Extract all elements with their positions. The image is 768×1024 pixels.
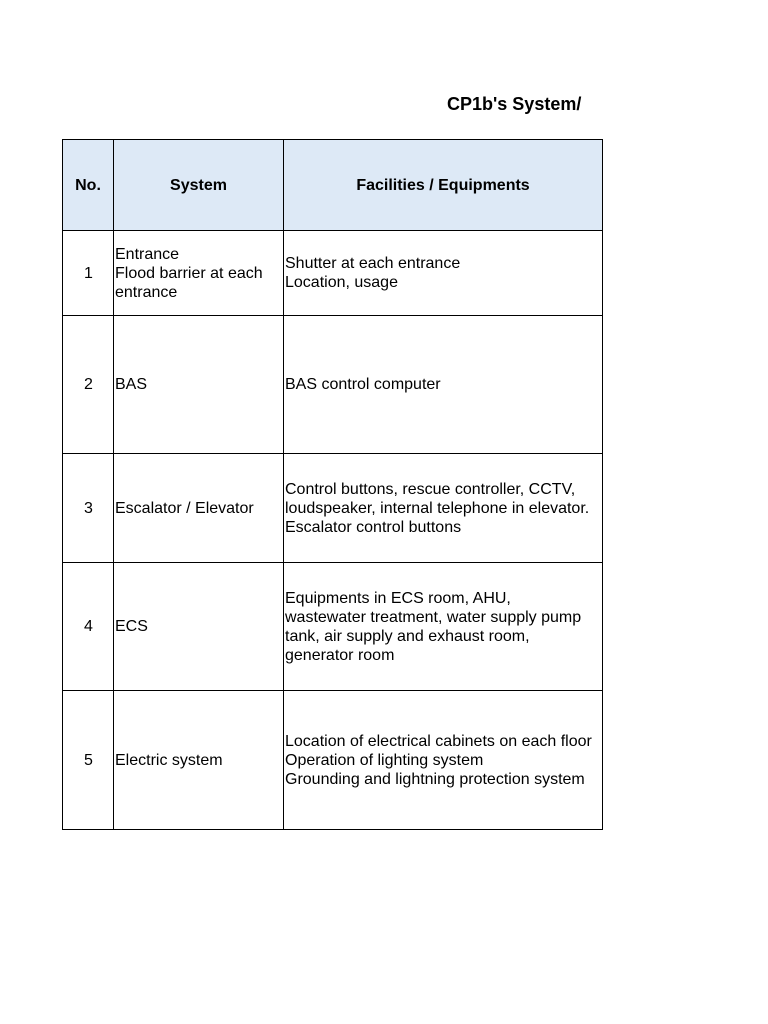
title-clip xyxy=(380,92,605,118)
row-system: Entrance Flood barrier at each entrance xyxy=(114,231,284,316)
row-system: Escalator / Elevator xyxy=(114,454,284,563)
row-system: BAS xyxy=(114,316,284,454)
header-facilities: Facilities / Equipments xyxy=(284,140,603,231)
systems-table xyxy=(62,139,603,830)
row-number: 3 xyxy=(63,454,114,563)
row-number: 2 xyxy=(63,316,114,454)
table-header-row xyxy=(63,140,603,231)
table-row xyxy=(63,454,603,563)
row-system: Electric system xyxy=(114,691,284,830)
header-system: System xyxy=(114,140,284,231)
table-row xyxy=(63,231,603,316)
header-no: No. xyxy=(63,140,114,231)
row-facilities: Location of electrical cabinets on each floor Operation of lighting system Grounding and lightning protection system xyxy=(284,691,603,830)
row-number: 4 xyxy=(63,563,114,691)
row-number: 5 xyxy=(63,691,114,830)
page-title: CP1b's System/ xyxy=(447,94,582,114)
row-facilities: Control buttons, rescue controller, CCTV, loudspeaker, internal telephone in elevator. Escalator control buttons xyxy=(284,454,603,563)
row-facilities: Equipments in ECS room, AHU, wastewater treatment, water supply pump tank, air supply and exhaust room, generator room xyxy=(284,563,603,691)
row-facilities: BAS control computer xyxy=(284,316,603,454)
table-row xyxy=(63,563,603,691)
table-row xyxy=(63,316,603,454)
row-number: 1 xyxy=(63,231,114,316)
row-system: ECS xyxy=(114,563,284,691)
table-row xyxy=(63,691,603,830)
row-facilities: Shutter at each entrance Location, usage xyxy=(284,231,603,316)
